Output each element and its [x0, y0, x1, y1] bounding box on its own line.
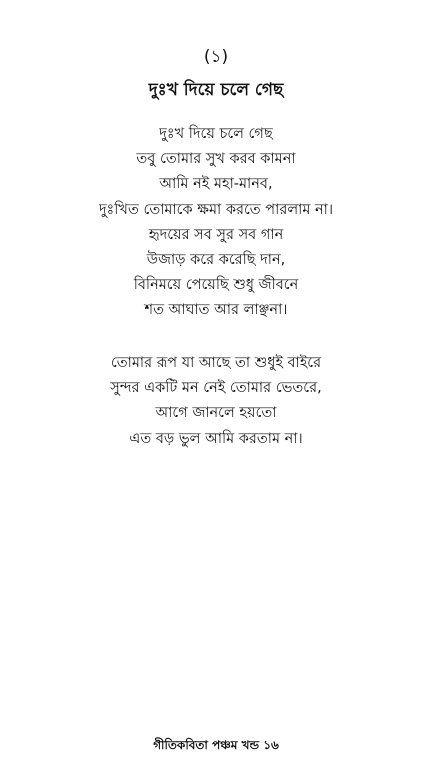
poem-line: তবু তোমার সুখ করব কামনা — [136, 151, 296, 168]
poem-line: হৃদয়ের সব সুর সব গান — [148, 226, 284, 243]
poem-line: বিনিময়ে পেয়েছি শুধু জীবনে — [133, 277, 299, 294]
poem-line: দুঃখিত তোমাকে ক্ষমা করতে পারলাম না। — [98, 201, 334, 218]
poem-title: দুঃখ দিয়ে চলে গেছ — [148, 80, 284, 100]
poem-line: এত বড় ভুল আমি করতাম না। — [129, 430, 303, 447]
poem-line: সুন্দর একটি মন নেই তোমার ভেতরে, — [110, 380, 322, 397]
stanza-1 — [0, 122, 432, 324]
poem-line: আগে জানলে হয়তো — [155, 405, 277, 422]
poem-number: (১) — [203, 47, 229, 67]
page-footer: গীতিকবিতা পঞ্চম খন্ড ১৬ — [153, 738, 279, 752]
poem-line: দুঃখ দিয়ে চলে গেছ — [159, 126, 273, 142]
poem-line: তোমার রূপ যা আছে তা শুধুই বাইরে — [110, 355, 322, 371]
stanza-2 — [0, 351, 432, 452]
poem-line: শত আঘাত আর লাঞ্ছনা। — [144, 302, 288, 319]
poem-line: উজাড় করে করেছি দান, — [146, 252, 286, 269]
poem-line: আমি নই মহা-মানব, — [159, 176, 273, 193]
